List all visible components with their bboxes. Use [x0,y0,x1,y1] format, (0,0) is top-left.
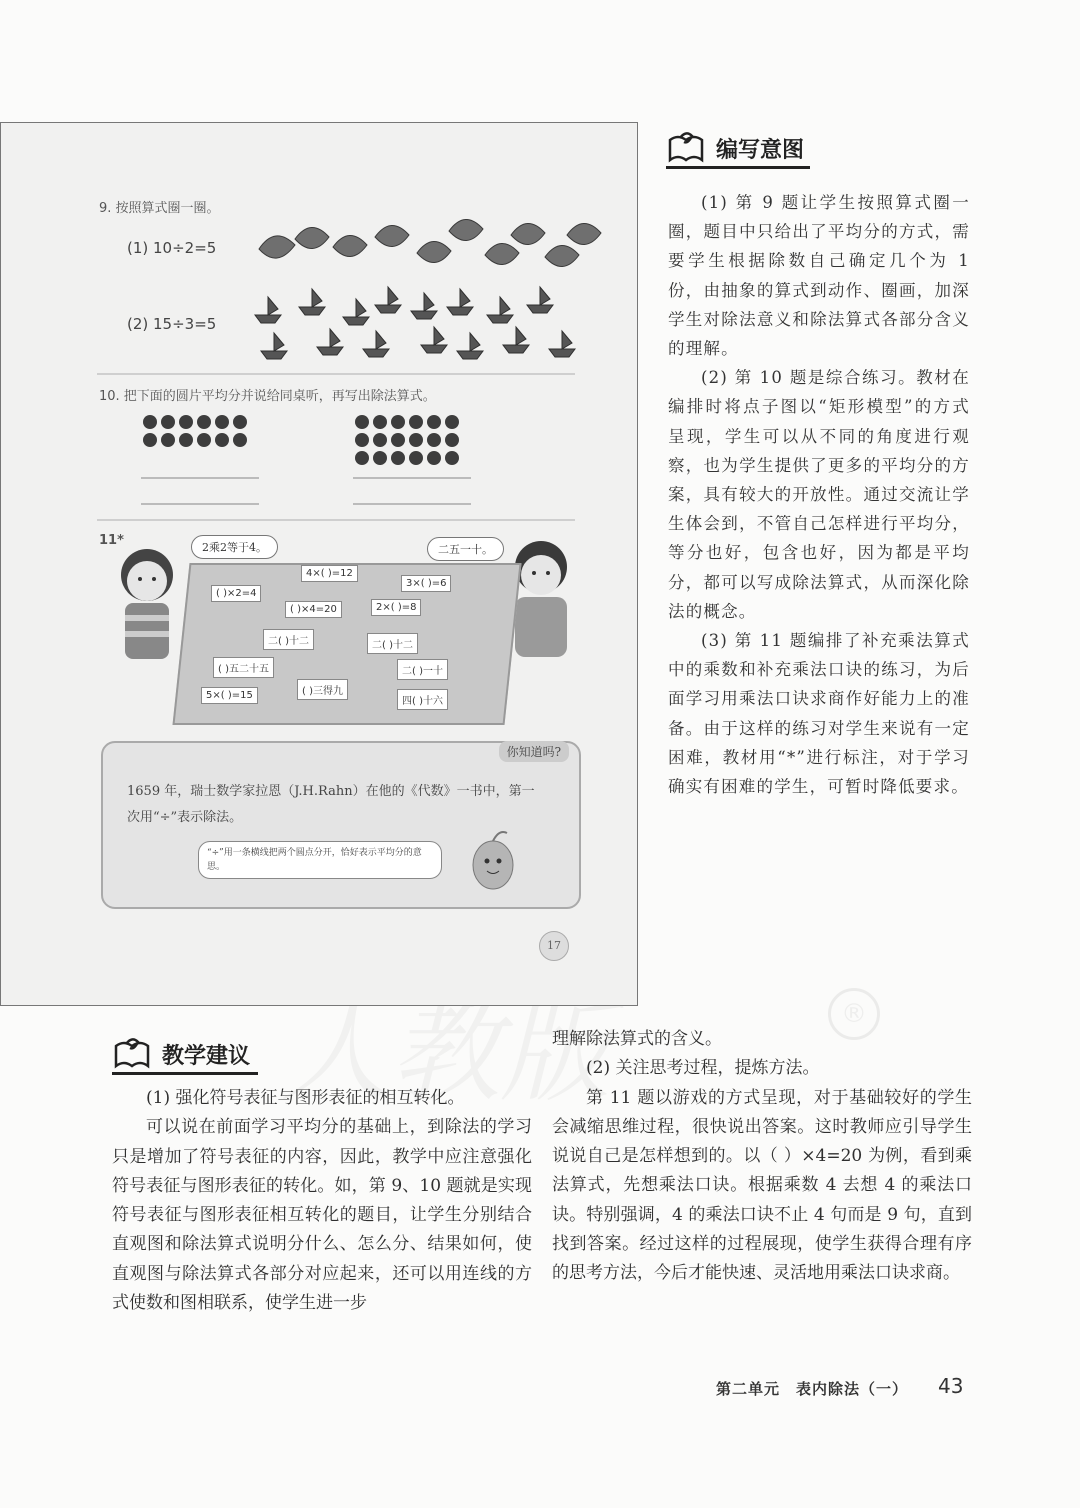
speech-bubble-girl: 2乘2等于4。 [191,535,278,559]
suggestion-point-1: (1) 强化符号表征与图形表征的相互转化。 [146,1088,465,1108]
answer-line [141,503,259,505]
mascot-icon [463,827,523,897]
girl-illustration [107,541,187,671]
card: 二( )十二 [367,633,418,654]
divider [97,519,575,521]
card: 四( )十六 [397,689,448,710]
footer-page-number: 43 [938,1374,964,1398]
card: ( )三得九 [297,679,348,700]
did-you-know-tag: 你知道吗? [499,741,569,762]
boats-illustration [251,285,591,361]
footer-unit-title: 第二单元 表内除法（一） [716,1380,909,1398]
dot-grid-18 [355,415,459,465]
card: ( )×4=20 [285,601,342,618]
question-11-title: 11* [99,533,124,548]
question-10-title: 10. 把下面的圆片平均分并说给同桌听，再写出除法算式。 [99,389,436,404]
book-swirl-icon [112,1036,152,1072]
mascot-speech-bubble: “÷”用一条横线把两个圆点分开，恰好表示平均分的意思。 [198,841,442,879]
question-9-equation-2: (2) 15÷3=5 [127,315,217,333]
card: 二( )十二 [263,629,314,650]
did-you-know-text: 1659 年，瑞士数学家拉恩（J.H.Rahn）在他的《代数》一书中，第一次用“÷”表示除法。 [127,784,535,825]
book-swirl-icon [666,130,706,166]
heading-underline [112,1072,258,1075]
textbook-page-number: 17 [539,931,569,961]
intent-paragraph-1: (1) 第 9 题让学生按照算式圈一圈，题目中只给出了平均分的方式，需要学生根据除数自己确定几个为 1 份，由抽象的算式到动作、圈画，加深学生对除法意义和除法算式各部分含义的理解。 [668,193,970,359]
section-heading-label: 编写意图 [716,137,805,163]
suggestions-left-column [112,1084,532,1318]
suggestion-point-2: (2) 关注思考过程，提炼方法。 [586,1058,820,1079]
card: 2×( )=8 [371,599,421,616]
card: 5×( )=15 [201,687,258,704]
textbook-page-image [0,122,638,1006]
question-9-equation-1: (1) 10÷2=5 [127,239,217,257]
card: 3×( )=6 [401,575,451,592]
card: 4×( )=12 [301,565,358,582]
suggestion-continued: 理解除法算式的含义。 [552,1029,722,1049]
did-you-know-box [101,741,581,909]
suggestions-right-column [552,1025,972,1289]
speech-bubble-boy: 二五一十。 [427,537,504,561]
question-9-title: 9. 按照算式圈一圈。 [99,201,220,216]
answer-line [353,477,471,479]
intent-paragraph-2: (2) 第 10 题是综合练习。教材在编排时将点子图以“矩形模型”的方式呈现，学生可以从不同的角度进行观察，也为学生提供了更多的平均分的方案，具有较大的开放性。通过交流让学生体会到，不管自己怎样进行平均分，等分也好，包含也好，因为都是平均分，都可以写成除法算式，从而深化除法的概念。 [668,368,970,621]
card: ( )×2=4 [211,585,261,602]
answer-line [141,477,259,479]
leaves-illustration [249,219,609,281]
writing-intent-text [668,188,970,801]
section-heading-label: 教学建议 [162,1043,251,1069]
section-heading-teaching-suggestions [112,1036,250,1072]
intent-paragraph-3: (3) 第 11 题编排了补充乘法算式中的乘数和补充乘法口诀的练习，为后面学习用乘法口诀求商作好能力上的准备。由于这样的练习对学生来说有一定困难，教材用“*”进行标注，对于学习确实有困难的学生，可暂时降低要求。 [668,631,970,797]
dot-grid-12 [143,415,247,447]
answer-line [353,503,471,505]
suggestion-paragraph: 第 11 题以游戏的方式呈现，对于基础较好的学生会减缩思维过程，很快说出答案。这时教师应引导学生说说自己是怎样想到的。以（ ）×4=20 为例，看到乘法算式，先想乘法口诀。根据乘数 4 去想 4 的乘法口诀。特别强调，4 的乘法口诀不止 4 句而是 9 句，直到找到答案。经过这样的过程展现，使学生获得合理有序的思考方法，今后才能快速、灵活地用乘法口诀求商。 [552,1087,972,1284]
heading-underline [666,166,810,169]
suggestion-paragraph: 可以说在前面学习平均分的基础上，到除法的学习只是增加了符号表征的内容，因此，教学中应注意强化符号表征与图形表征的转化。如，第 9、10 题就是实现符号表征与图形表征相互转化的题目，让学生分别结合直观图和除法算式说明分什么、怎么分、结果如何，使直观图与除法算式各部分对应起来，还可以用连线的方式使数和图相联系，使学生进一步 [112,1117,532,1314]
card: 二( )一十 [397,659,448,680]
card: ( )五二十五 [213,657,274,678]
divider [97,373,575,375]
registered-mark: ® [828,988,880,1040]
section-heading-writing-intent [666,130,804,166]
